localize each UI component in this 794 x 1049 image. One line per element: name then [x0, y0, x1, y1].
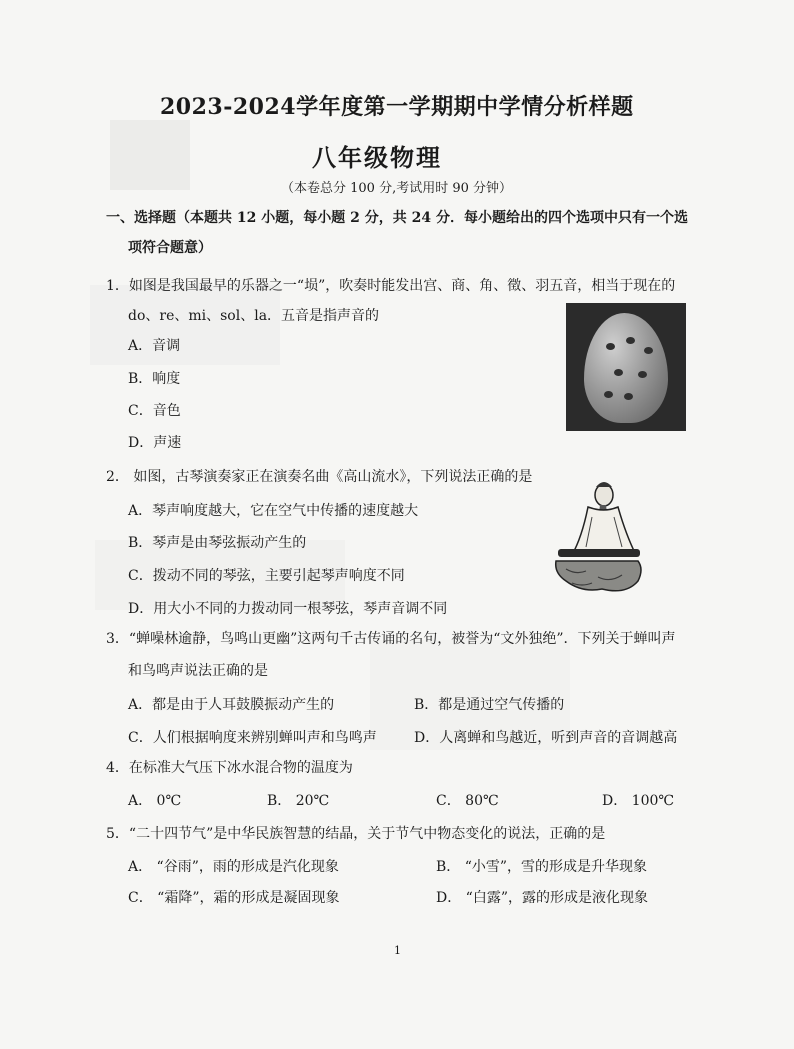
question-5-option-d: D． “白露”，露的形成是液化现象: [436, 890, 648, 906]
section-heading: 一、选择题（本题共 12 小题，每小题 2 分，共 24 分．每小题给出的四个选项中只有一个选: [106, 210, 688, 226]
question-1-option-b: B．响度: [128, 371, 181, 387]
question-4-option-d: D． 100℃: [602, 793, 675, 809]
question-5-option-b: B． “小雪”，雪的形成是升华现象: [436, 859, 648, 875]
page-number: 1: [394, 944, 401, 957]
exam-note: （本卷总分 100 分,考试用时 90 分钟）: [281, 181, 513, 196]
question-3-stem: 3．“蝉噪林逾静，鸟鸣山更幽”这两句千古传诵的名句，被誉为“文外独绝”．下列关于蝉叫声: [106, 631, 676, 647]
question-2-option-c: C．拨动不同的琴弦，主要引起琴声响度不同: [128, 568, 405, 584]
question-2-option-a: A．琴声响度越大，它在空气中传播的速度越大: [128, 503, 419, 519]
question-4-option-b: B． 20℃: [267, 793, 330, 809]
question-1-stem-cont: do、re、mi、sol、la．五音是指声音的: [128, 308, 380, 324]
question-1-option-d: D．声速: [128, 435, 182, 451]
question-4-stem: 4．在标准大气压下冰水混合物的温度为: [106, 760, 353, 776]
question-4-option-a: A． 0℃: [128, 793, 182, 809]
question-1-option-a: A．音调: [128, 338, 181, 354]
question-3-option-c: C．人们根据响度来辨别蝉叫声和鸟鸣声: [128, 730, 377, 746]
question-4-option-c: C． 80℃: [436, 793, 499, 809]
question-1-option-c: C．音色: [128, 403, 181, 419]
question-2-stem: 2． 如图，古琴演奏家正在演奏名曲《高山流水》，下列说法正确的是: [106, 469, 533, 485]
question-3-option-b: B．都是通过空气传播的: [414, 697, 565, 713]
guqin-player-illustration: [552, 477, 644, 599]
scan-bleed-block: [110, 120, 190, 190]
question-3-option-d: D．人离蝉和鸟越近，听到声音的音调越高: [414, 730, 678, 746]
exam-title: 2023-2024学年度第一学期期中学情分析样题: [160, 94, 634, 120]
xun-ocarina-photo: [566, 303, 686, 431]
section-heading-cont: 项符合题意）: [128, 240, 212, 256]
scan-bleed-block: [90, 285, 280, 365]
question-2-option-d: D．用大小不同的力拨动同一根琴弦，琴声音调不同: [128, 601, 448, 617]
question-2-option-b: B．琴声是由琴弦振动产生的: [128, 535, 307, 551]
subject-title: 八年级物理: [312, 143, 442, 172]
question-3-option-a: A．都是由于人耳鼓膜振动产生的: [128, 697, 335, 713]
question-5-stem: 5．“二十四节气”是中华民族智慧的结晶，关于节气中物态变化的说法，正确的是: [106, 826, 606, 842]
question-5-option-a: A． “谷雨”，雨的形成是汽化现象: [128, 859, 339, 875]
question-3-stem-cont: 和鸟鸣声说法正确的是: [128, 663, 268, 679]
question-5-option-c: C． “霜降”，霜的形成是凝固现象: [128, 890, 340, 906]
question-1-stem: 1．如图是我国最早的乐器之一“埙”，吹奏时能发出宫、商、角、徵、羽五音，相当于现在的: [106, 278, 676, 294]
